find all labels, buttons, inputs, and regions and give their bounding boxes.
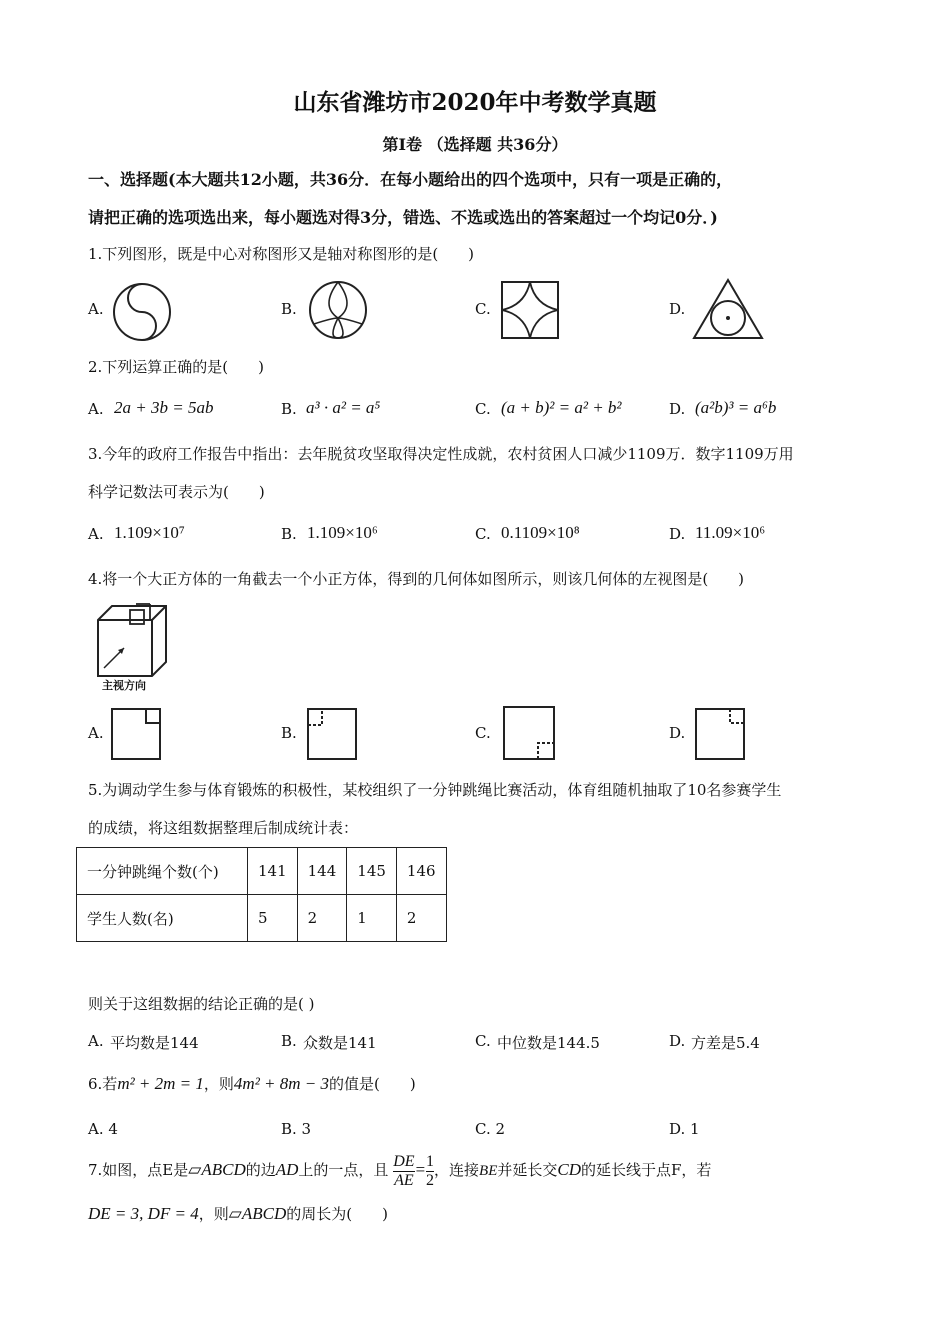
q7-fraction-de-ae	[393, 1153, 414, 1190]
q5-label-d: D.	[669, 1032, 686, 1050]
page-subtitle: 第Ⅰ卷 （选择题 共36分）	[382, 135, 568, 154]
q1-stem: 1.下列图形，既是中心对称图形又是轴对称图形的是( )	[88, 245, 475, 263]
q7-stem-line1	[88, 1150, 711, 1191]
q6-middle: ，则	[203, 1075, 234, 1093]
fraction-denominator: AE	[394, 1171, 414, 1189]
q4-option-c-view	[502, 705, 556, 761]
q3-label-d: D.	[669, 525, 686, 543]
section-heading-line1: 一、选择题(本大题共12小题，共36分．在每小题给出的四个选项中，只有一项是正确的，	[88, 170, 733, 189]
q1-label-b: B.	[281, 300, 297, 318]
q7-parallelogram: ▱ABCD	[228, 1204, 287, 1223]
q3-stem-line1: 3.今年的政府工作报告中指出：去年脱贫攻坚取得决定性成就，农村贫困人口减少1109万．数字1109万用	[88, 445, 794, 463]
q7-segment-be: BE	[479, 1163, 498, 1179]
q7-segment-cd: CD	[557, 1160, 582, 1179]
table-cell: 144	[297, 848, 347, 895]
q5-option-a: 平均数是144	[110, 1034, 199, 1052]
q7-text: 的边	[245, 1161, 276, 1179]
table-row	[77, 848, 447, 895]
q2-option-b: a³ · a² = a⁵	[306, 398, 381, 417]
q5-stem-line2: 的成绩，将这组数据整理后制成统计表：	[88, 819, 359, 837]
q3-label-c: C.	[475, 525, 491, 543]
q7-fraction-half	[426, 1153, 434, 1190]
table-cell: 145	[347, 848, 397, 895]
q1-label-c: C.	[475, 300, 491, 318]
q4-label-c: C.	[475, 724, 491, 742]
q2-option-a: 2a + 3b = 5ab	[114, 398, 214, 417]
q2-option-c: (a + b)² = a² + b²	[501, 398, 622, 417]
table-cell: 5	[248, 895, 298, 942]
q7-text: 7.如图，点E是	[88, 1161, 189, 1179]
q1-figure-d-circle-in-triangle	[690, 276, 766, 342]
table-cell: 1	[347, 895, 397, 942]
table-cell: 146	[396, 848, 446, 895]
q1-label-a: A.	[88, 300, 104, 318]
table-row	[77, 895, 447, 942]
q2-label-b: B.	[281, 400, 297, 418]
q7-stem-line2	[88, 1203, 388, 1224]
fraction-numerator: DE	[393, 1152, 415, 1170]
q3-option-b: 1.109×10⁶	[307, 523, 378, 542]
q7-given-values: DE = 3, DF = 4	[88, 1204, 199, 1223]
q5-label-b: B.	[281, 1032, 297, 1050]
q4-figure-caption: 主视方向	[102, 679, 146, 692]
q6-option-d: D. 1	[669, 1120, 700, 1138]
q5-option-b: 众数是141	[303, 1034, 377, 1052]
q2-label-a: A.	[88, 400, 104, 418]
table-cell: 一分钟跳绳个数(个)	[77, 848, 248, 895]
table-cell: 141	[248, 848, 298, 895]
q7-text: 的延长线于点F，若	[581, 1161, 712, 1179]
q5-label-c: C.	[475, 1032, 491, 1050]
q1-figure-b-three-petal	[306, 278, 370, 342]
q6-expr1: m² + 2m = 1	[117, 1074, 204, 1093]
table-cell: 学生人数(名)	[77, 895, 248, 942]
q6-option-a: A. 4	[88, 1120, 118, 1138]
q7-text: ，连接	[434, 1161, 480, 1179]
q2-label-c: C.	[475, 400, 491, 418]
q7-text: 上的一点，且	[298, 1161, 389, 1179]
q3-option-d: 11.09×10⁶	[695, 523, 766, 542]
q4-label-a: A.	[88, 724, 104, 742]
q7-parallelogram: ▱ABCD	[188, 1160, 246, 1179]
fraction-denominator: 2	[426, 1171, 435, 1189]
q7-text: 的周长为( )	[286, 1205, 388, 1223]
q4-stem: 4.将一个大正方体的一角截去一个小正方体，得到的几何体如图所示，则该几何体的左视图是( )	[88, 570, 745, 588]
q4-option-b-view	[306, 707, 358, 761]
q3-label-a: A.	[88, 525, 104, 543]
q4-cube-figure	[92, 600, 172, 680]
q4-option-a-view	[110, 707, 162, 761]
q6-prefix: 6.若	[88, 1075, 118, 1093]
fraction-numerator: 1	[426, 1152, 435, 1170]
q4-label-b: B.	[281, 724, 297, 742]
q2-option-d: (a²b)³ = a⁶b	[695, 398, 777, 417]
section-heading-line2: 请把正确的选项选出来，每小题选对得3分，错选、不选或选出的答案超过一个均记0分．)	[88, 208, 718, 227]
q5-label-a: A.	[88, 1032, 104, 1050]
q5-question: 则关于这组数据的结论正确的是( )	[88, 995, 315, 1013]
q4-option-d-view	[694, 707, 746, 761]
q5-stats-table	[76, 847, 447, 942]
table-cell: 2	[396, 895, 446, 942]
q1-figure-c-star-in-square	[499, 279, 561, 341]
q3-stem-line2: 科学记数法可表示为( )	[88, 483, 265, 501]
q5-stem-line1: 5.为调动学生参与体育锻炼的积极性，某校组织了一分钟跳绳比赛活动，体育组随机抽取了10名参赛学生	[88, 781, 782, 799]
q7-segment-ad: AD	[275, 1160, 299, 1179]
q2-stem: 2.下列运算正确的是( )	[88, 358, 265, 376]
q7-text: ，则	[198, 1205, 229, 1223]
q6-option-c: C. 2	[475, 1120, 506, 1138]
q6-expr2: 4m² + 8m − 3	[233, 1074, 330, 1093]
q4-label-d: D.	[669, 724, 686, 742]
q7-text: 并延长交	[497, 1161, 558, 1179]
q1-label-d: D.	[669, 300, 686, 318]
q3-label-b: B.	[281, 525, 297, 543]
q6-suffix: 的值是( )	[329, 1075, 416, 1093]
q1-figure-a-yin-yang	[110, 280, 174, 344]
q3-option-c: 0.1109×10⁸	[501, 523, 580, 542]
q7-equals: =	[414, 1160, 427, 1179]
page-title: 山东省潍坊市2020年中考数学真题	[293, 89, 657, 116]
q5-option-c: 中位数是144.5	[497, 1034, 600, 1052]
q2-label-d: D.	[669, 400, 686, 418]
q3-option-a: 1.109×10⁷	[114, 523, 185, 542]
q6-stem	[88, 1073, 416, 1094]
q5-option-d: 方差是5.4	[691, 1034, 760, 1052]
table-cell: 2	[297, 895, 347, 942]
q6-option-b: B. 3	[281, 1120, 312, 1138]
